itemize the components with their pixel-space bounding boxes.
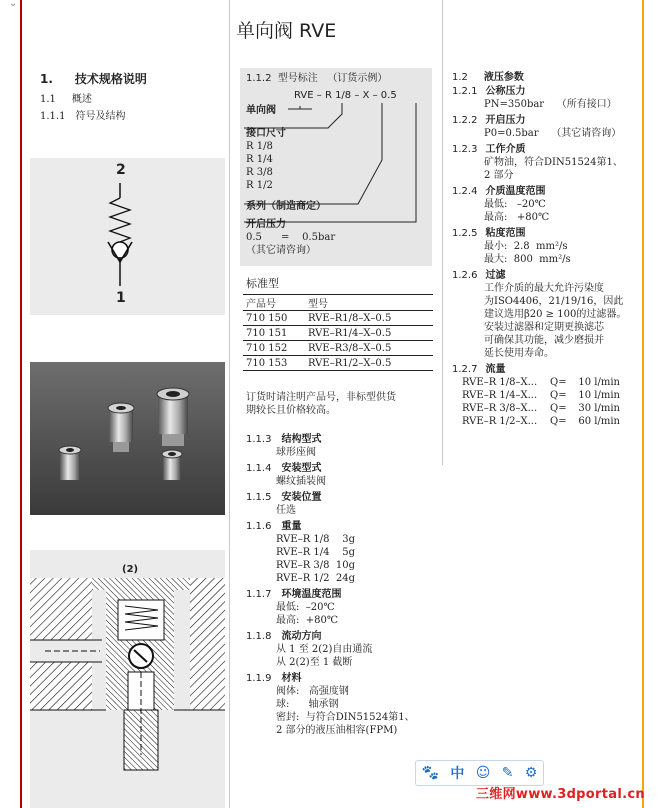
param-line: 可确保其功能，减少磨损并 <box>484 335 604 346</box>
flow-row <box>462 415 620 428</box>
order-code: RVE – R 1/8 – X – 0.5 <box>294 90 397 101</box>
param-line: 延长使用寿命。 <box>484 348 554 359</box>
param-line: 2 部分 <box>484 170 514 181</box>
spec-line: RVE–R 1/2 24g <box>276 573 355 584</box>
flow-value: 60 l/min <box>578 416 620 427</box>
param-item <box>452 185 638 224</box>
subsection-heading: 1.1 概述 <box>40 94 92 105</box>
spec-line: RVE–R 1/4 5g <box>276 547 355 558</box>
param-title: 流量 <box>485 364 506 375</box>
spec-line: 螺纹插装阀 <box>276 476 326 487</box>
section-number: 1.2 <box>452 72 468 83</box>
model-code: RVE–R3/8–X–0.5 <box>308 342 392 354</box>
port-label: 2 <box>116 162 126 178</box>
spec-number: 1.1.5 <box>246 492 272 503</box>
spec-line: 最高: +80℃ <box>276 615 339 626</box>
flow-row <box>462 402 620 415</box>
corner-arrow-icon: ⌄ <box>9 0 18 9</box>
section-title: 液压参数 <box>483 72 524 83</box>
flow-label: Q= <box>550 403 567 414</box>
param-line: 最大: 800 mm²/s <box>484 254 571 265</box>
spec-item <box>246 630 438 669</box>
table-header <box>243 295 433 311</box>
product-number: 710 151 <box>246 327 288 339</box>
spec-item <box>246 462 438 488</box>
param-number: 1.2.7 <box>452 364 478 375</box>
spec-number: 1.1.9 <box>246 673 272 684</box>
param-title: 过滤 <box>485 270 506 281</box>
model-code: RVE–R1/2–X–0.5 <box>308 357 392 369</box>
section-heading: 1. 技术规格说明 <box>40 72 147 86</box>
param-number: 1.2.1 <box>452 86 478 97</box>
order-note: 期较长且价格较高。 <box>246 405 336 416</box>
param-title: 工作介质 <box>485 144 526 155</box>
flow-model: RVE–R 1/2–X... <box>462 416 538 427</box>
flow-row <box>462 389 620 402</box>
spec-number: 1.1.7 <box>246 589 272 600</box>
column-divider <box>442 0 443 465</box>
param-title: 介质温度范围 <box>485 186 546 197</box>
spec-title: 重量 <box>281 521 302 532</box>
cartridge-valves-photo <box>30 362 225 515</box>
flow-model: RVE–R 3/8–X... <box>462 403 538 414</box>
page-title: 单向阀 RVE <box>236 20 337 42</box>
hydraulic-params <box>452 71 638 428</box>
flow-value: 10 l/min <box>578 390 620 401</box>
port-option: R 1/2 <box>246 180 273 191</box>
param-line: 矿物油，符合DIN51524第1、 <box>484 157 623 168</box>
spec-line: 最低: –20℃ <box>276 602 335 613</box>
label-valve: 单向阀 <box>246 105 276 116</box>
param-line: 工作介质的最大允许污染度 <box>484 283 604 294</box>
spec-title: 安装位置 <box>281 492 322 503</box>
spec-title: 流动方向 <box>281 631 322 642</box>
port-option: R 1/4 <box>246 154 273 165</box>
flow-label: Q= <box>550 390 567 401</box>
column-header: 型号 <box>308 299 328 310</box>
order-heading: 1.1.2 型号标注 （订货示例） <box>246 73 388 84</box>
spec-line: 密封: 与符合DIN51524第1、 <box>276 712 415 723</box>
param-item <box>452 114 638 140</box>
spec-list <box>246 433 438 737</box>
table-row <box>243 311 433 326</box>
left-red-rule <box>20 0 22 808</box>
param-item <box>452 85 638 111</box>
param-title: 粘度范围 <box>485 228 526 239</box>
standard-table <box>243 294 433 371</box>
flow-label: Q= <box>550 377 567 388</box>
param-title: 开启压力 <box>485 115 526 126</box>
standard-heading: 标准型 <box>246 277 279 290</box>
spec-title: 结构型式 <box>281 434 322 445</box>
param-line: PN=350bar （所有接口） <box>484 99 617 110</box>
spec-line: 任选 <box>276 505 296 516</box>
flow-model: RVE–R 1/4–X... <box>462 390 538 401</box>
spec-number: 1.1.8 <box>246 631 272 642</box>
spec-line: 球形座阀 <box>276 447 316 458</box>
param-number: 1.2.5 <box>452 228 478 239</box>
spec-line: 球: 轴承钢 <box>276 699 339 710</box>
chinese-mode-button[interactable]: 中 <box>450 766 465 782</box>
spec-title: 环境温度范围 <box>281 589 342 600</box>
product-number: 710 152 <box>246 342 288 354</box>
flow-table <box>462 376 620 428</box>
param-item <box>452 143 638 182</box>
param-line: 为ISO4406，21/19/16，因此 <box>484 296 624 307</box>
param-item <box>452 227 638 266</box>
model-code: RVE–R1/8–X–0.5 <box>308 312 392 324</box>
subsection-heading: 1.1.1 符号及结构 <box>40 111 126 122</box>
port-option: R 3/8 <box>246 167 273 178</box>
port-label: (2) <box>122 564 139 575</box>
right-orange-border <box>642 0 644 808</box>
flow-label: Q= <box>550 416 567 427</box>
table-row <box>243 326 433 341</box>
spec-item <box>246 588 438 627</box>
param-line: 安装过滤器和定期更换滤芯 <box>484 322 604 333</box>
spec-item <box>246 520 438 585</box>
spec-line: RVE–R 1/8 3g <box>276 534 355 545</box>
flow-row <box>462 376 620 389</box>
pen-icon[interactable]: ✎ <box>501 765 514 781</box>
param-line: P0=0.5bar （其它请咨询） <box>484 128 622 139</box>
watermark: 三维网www.3dportal.cn <box>476 787 645 802</box>
spec-item <box>246 491 438 517</box>
port-label: 1 <box>116 290 126 306</box>
table-row <box>243 356 433 371</box>
spec-number: 1.1.3 <box>246 434 272 445</box>
spec-line: RVE–R 3/8 10g <box>276 560 355 571</box>
sectional-drawing <box>30 550 225 808</box>
param-number: 1.2.6 <box>452 270 478 281</box>
valve-section-drawing <box>30 550 225 808</box>
spec-number: 1.1.6 <box>246 521 272 532</box>
port-option: R 1/8 <box>246 141 273 152</box>
spec-item <box>246 433 438 459</box>
spec-title: 材料 <box>281 673 302 684</box>
crack-note: （其它请咨询） <box>246 245 316 256</box>
column-header: 产品号 <box>246 299 276 310</box>
spec-line: 从 1 至 2(2)自由通流 <box>276 644 373 655</box>
crack-value: 0.5 = 0.5bar <box>246 232 336 243</box>
spec-number: 1.1.4 <box>246 463 272 474</box>
ime-toolbar[interactable] <box>415 760 544 786</box>
table-row <box>243 341 433 356</box>
flow-value: 10 l/min <box>578 377 620 388</box>
paw-icon[interactable]: 🐾 <box>421 765 440 781</box>
label-series: 系列（制造商定） <box>246 201 326 212</box>
spec-line: 阀体: 高强度钢 <box>276 686 349 697</box>
product-photo <box>30 362 225 515</box>
param-line: 最高: +80℃ <box>484 212 550 223</box>
param-number: 1.2.3 <box>452 144 478 155</box>
product-number: 710 153 <box>246 357 288 369</box>
param-title: 公称压力 <box>485 86 526 97</box>
spec-item <box>246 672 438 737</box>
spec-title: 安装型式 <box>281 463 322 474</box>
flow-value: 30 l/min <box>578 403 620 414</box>
param-item <box>452 269 638 360</box>
label-crack: 开启压力 <box>246 219 286 230</box>
settings-icon[interactable]: ⚙ <box>524 765 538 781</box>
check-valve-symbol <box>30 158 225 315</box>
flow-model: RVE–R 1/8–X... <box>462 377 538 388</box>
order-note: 订货时请注明产品号，非标型供货 <box>246 392 396 403</box>
param-line: 最低: –20℃ <box>484 199 546 210</box>
emoji-icon[interactable]: ☺ <box>475 765 491 781</box>
param-number: 1.2.4 <box>452 186 478 197</box>
spec-line: 从 2(2)至 1 截断 <box>276 657 353 668</box>
param-line: 最小: 2.8 mm²/s <box>484 241 568 252</box>
param-line: 建议选用β20 ≥ 100的过滤器。 <box>484 309 627 320</box>
valve-symbol-drawing <box>30 158 225 315</box>
product-number: 710 150 <box>246 312 288 324</box>
label-port: 接口尺寸 <box>246 128 286 139</box>
column-divider <box>229 0 230 808</box>
param-number: 1.2.2 <box>452 115 478 126</box>
param-item <box>452 363 638 428</box>
spec-line: 2 部分的液压油相容(FPM) <box>276 725 398 736</box>
model-code: RVE–R1/4–X–0.5 <box>308 327 392 339</box>
